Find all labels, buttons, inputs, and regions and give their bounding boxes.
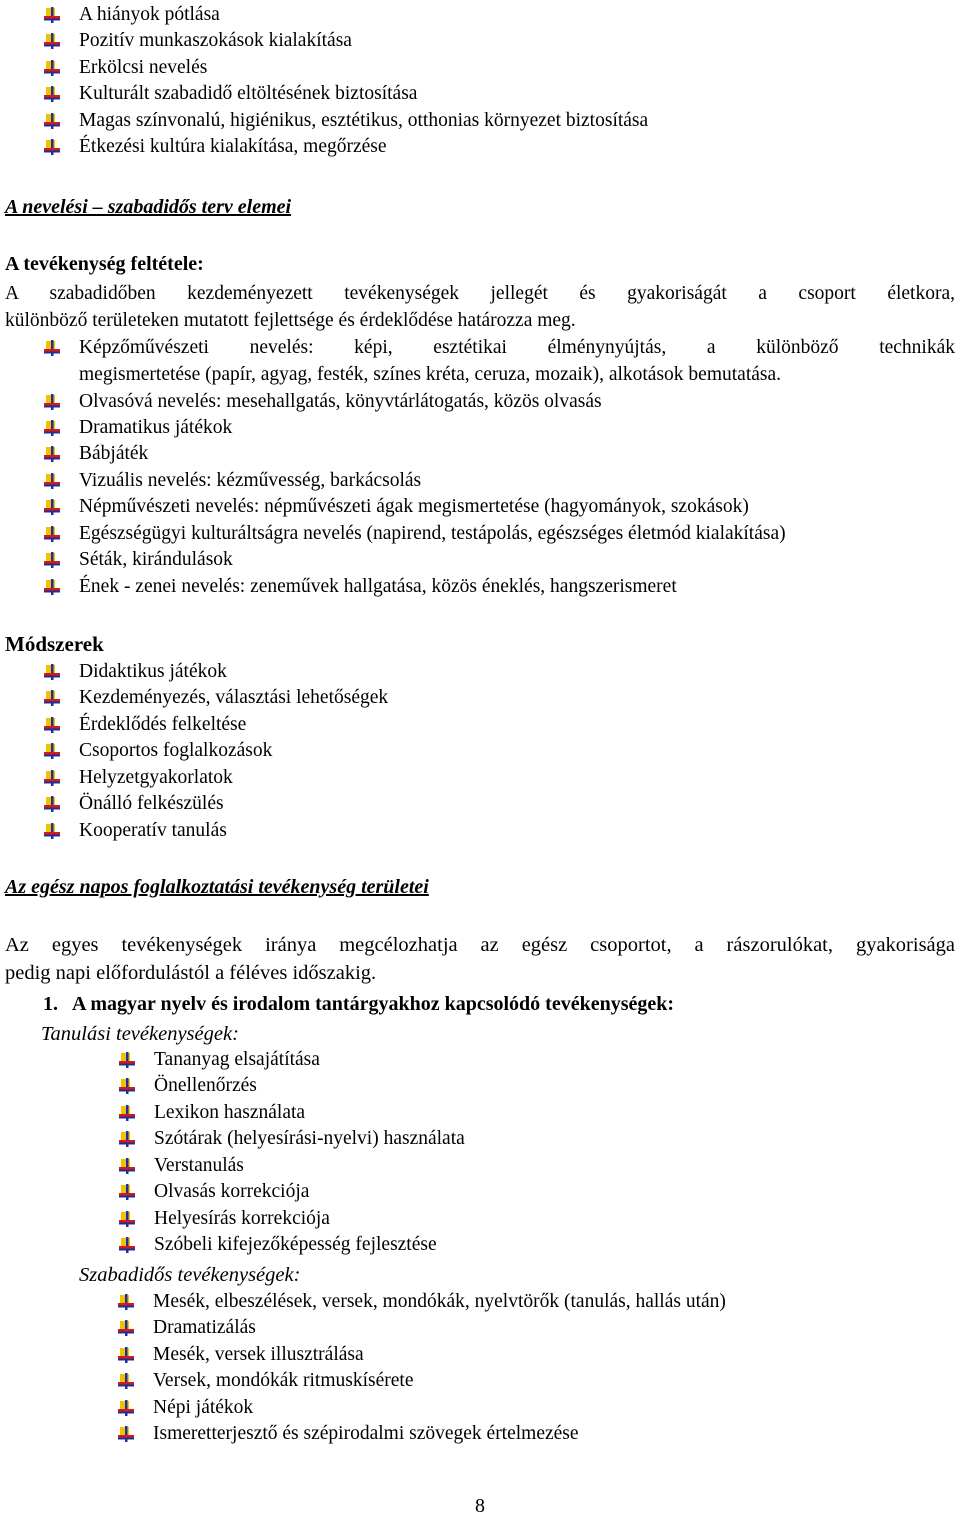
list-item: Dramatikus játékok [43,415,232,441]
list-item: Kezdeményezés, választási lehetőségek [43,685,388,711]
list-item: Verstanulás [118,1153,244,1179]
bullet-icon [43,419,61,437]
list-item: Egészségügyi kulturáltságra nevelés (napirend, testápolás, egészséges életmód kialakítása) [43,521,786,547]
list-item-continuation: megismertetése (papír, agyag, festék, színes kréta, ceruza, mozaik), alkotások bemutatása. [79,364,782,385]
list-item: Séták, kirándulások [43,547,233,573]
list-item: Kulturált szabadidő eltöltésének biztosítása [43,81,417,107]
bullet-icon [43,32,61,50]
section-title-areas: Az egész napos foglalkoztatási tevékenység területei [5,876,429,898]
bullet-icon [43,578,61,596]
list-item: Népművészeti nevelés: népművészeti ágak megismertetése (hagyományok, szokások) [43,494,749,520]
section-title-plan: A nevelési – szabadidős terv elemei [5,196,292,218]
list-item: Szóbeli kifejezőképesség fejlesztése [118,1232,437,1258]
section-subtitle-condition: A tevékenység feltétele: [5,253,204,275]
bullet-icon [118,1157,136,1175]
bullet-icon [43,112,61,130]
paragraph-line: A szabadidőben kezdeményezett tevékenységek jellegét és gyakoriságát a csoport életkora, [5,283,955,304]
bullet-icon [118,1130,136,1148]
list-item: Ismeretterjesztő és szépirodalmi szövegek értelmezése [117,1421,579,1447]
paragraph-line: Az egyes tevékenységek iránya megcélozhatja az egész csoportot, a rászorulókat, gyakorisága [5,934,955,956]
bullet-icon [43,795,61,813]
bullet-icon [118,1236,136,1254]
bullet-icon [117,1293,135,1311]
list-item: Olvasóvá nevelés: mesehallgatás, könyvtárlátogatás, közös olvasás [43,389,602,415]
list-item: Bábjáték [43,441,148,467]
bullet-icon [43,138,61,156]
list-item: Magas színvonalú, higiénikus, esztétikus, otthonias környezet biztosítása [43,108,648,134]
bullet-icon [43,393,61,411]
bullet-icon [118,1051,136,1069]
bullet-icon [43,59,61,77]
list-item: Csoportos foglalkozások [43,738,272,764]
bullet-icon [117,1372,135,1390]
bullet-icon [118,1183,136,1201]
bullet-icon [43,472,61,490]
list-item: Olvasás korrekciója [118,1179,309,1205]
list-item: Lexikon használata [118,1100,305,1126]
bullet-icon [43,742,61,760]
paragraph-line: különböző területeken mutatott fejlettsége és érdeklődése határozza meg. [5,310,576,331]
list-item: Tananyag elsajátítása [118,1047,320,1073]
list-item: Önellenőrzés [118,1073,257,1099]
bullet-icon [43,716,61,734]
list-item: Didaktikus játékok [43,659,227,685]
bullet-icon [43,85,61,103]
list-item: Képzőművészeti nevelés: képi, esztétikai élménynyújtás, a különböző technikák [43,335,955,361]
subsection-title-learning: Tanulási tevékenységek: [41,1023,239,1045]
list-item: Mesék, elbeszélések, versek, mondókák, nyelvtörők (tanulás, hallás után) [117,1289,726,1315]
list-item: Kooperatív tanulás [43,818,227,844]
list-item: Önálló felkészülés [43,791,224,817]
list-item: Szótárak (helyesírási-nyelvi) használata [118,1126,465,1152]
bullet-icon [43,663,61,681]
bullet-icon [43,525,61,543]
bullet-icon [43,6,61,24]
bullet-icon [43,551,61,569]
bullet-icon [117,1399,135,1417]
list-item: Mesék, versek illusztrálása [117,1342,364,1368]
bullet-icon [118,1077,136,1095]
paragraph-line: pedig napi előfordulástól a féléves időszakig. [5,962,377,984]
bullet-icon [117,1425,135,1443]
bullet-icon [43,769,61,787]
list-item: Helyzetgyakorlatok [43,765,233,791]
bullet-icon [118,1104,136,1122]
list-item: Erkölcsi nevelés [43,55,207,81]
list-item: Pozitív munkaszokások kialakítása [43,28,352,54]
list-item: Dramatizálás [117,1315,256,1341]
section-title-methods: Módszerek [5,632,104,656]
bullet-icon [43,822,61,840]
bullet-icon [43,498,61,516]
list-item: Népi játékok [117,1395,253,1421]
bullet-icon [43,689,61,707]
list-item: Étkezési kultúra kialakítása, megőrzése [43,134,387,160]
list-item: Versek, mondókák ritmuskísérete [117,1368,413,1394]
bullet-icon [117,1346,135,1364]
list-item: Helyesírás korrekciója [118,1206,330,1232]
page-number: 8 [475,1495,485,1517]
list-item: Ének - zenei nevelés: zeneművek hallgatása, közös éneklés, hangszerismeret [43,574,677,600]
bullet-icon [117,1319,135,1337]
bullet-icon [43,445,61,463]
bullet-icon [43,339,61,357]
list-item: Érdeklődés felkeltése [43,712,246,738]
list-item: Vizuális nevelés: kézművesség, barkácsolás [43,468,421,494]
list-item: A hiányok pótlása [43,2,220,28]
numbered-heading: 1. A magyar nyelv és irodalom tantárgyakhoz kapcsolódó tevékenységek: [43,993,675,1015]
subsection-title-leisure: Szabadidős tevékenységek: [79,1264,301,1286]
bullet-icon [118,1210,136,1228]
